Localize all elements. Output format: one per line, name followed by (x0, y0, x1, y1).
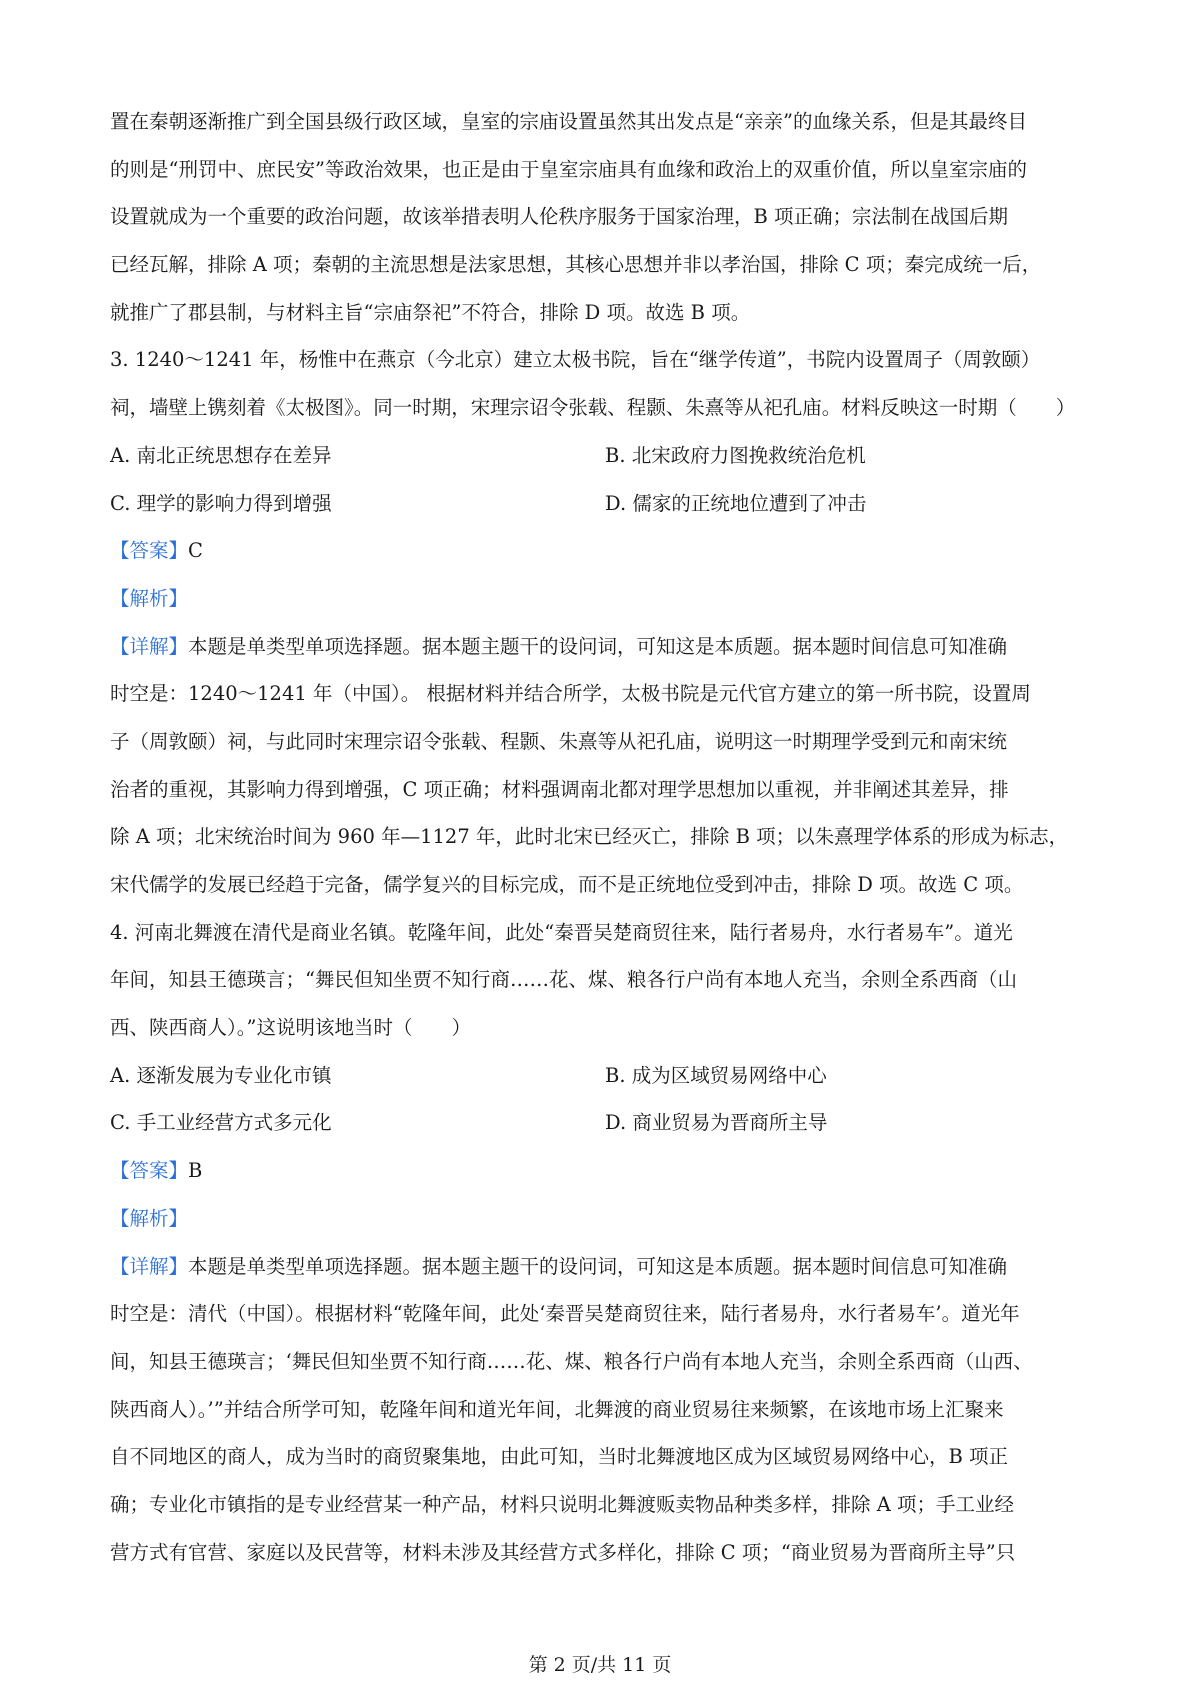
text-line: 治者的重视，其影响力得到增强，C 项正确；材料强调南北都对理学思想加以重视，并非阐述其差异，排 (110, 777, 1009, 801)
text-line: 除 A 项；北宋统治时间为 960 年—1127 年，此时北宋已经灭亡，排除 B 项；以朱熹理学体系的形成为标志， (110, 825, 1069, 849)
text-line: 时空是：1240～1241 年（中国）。 根据材料并结合所学，太极书院是元代官方建立的第一所书院，设置周 (110, 682, 1031, 706)
detail-tag: 【详解】 (110, 1254, 189, 1278)
q3-option-b: B. 北宋政府力图挽救统治危机 (605, 443, 866, 467)
analysis-tag: 【解析】 (110, 586, 189, 610)
analysis-tag: 【解析】 (110, 1206, 189, 1230)
q3-analysis-heading (110, 575, 1095, 623)
text-line: 营方式有官营、家庭以及民营等，材料未涉及其经营方式多样化，排除 C 项；“商业贸易为晋商所主导”只 (110, 1540, 1016, 1564)
answer-tag: 【答案】 (110, 539, 189, 563)
text-line: 设置就成为一个重要的政治问题，故该举措表明人伦秩序服务于国家治理，B 项正确；宗法制在战国后期 (110, 205, 1009, 229)
detail-text: 本题是单类型单项选择题。据本题主题干的设问词，可知这是本质题。据本题时间信息可知准确 (188, 1254, 1008, 1278)
detail-text: 本题是单类型单项选择题。据本题主题干的设问词，可知这是本质题。据本题时间信息可知准确 (188, 634, 1008, 658)
q2-analysis-continuation (110, 98, 1095, 336)
text-line: 时空是：清代（中国）。根据材料“乾隆年间，此处‘秦晋吴楚商贸往来，陆行者易舟，水行者易车’。道光年 (110, 1302, 1020, 1326)
text-line: 确；专业化市镇指的是专业经营某一种产品，材料只说明北舞渡贩卖物品种类多样，排除 A 项；手工业经 (110, 1492, 1014, 1516)
q4-option-d: D. 商业贸易为晋商所主导 (605, 1111, 828, 1135)
q4-stem (110, 909, 1095, 1052)
text-line: 的则是“刑罚中、庶民安”等政治效果，也正是由于皇室宗庙具有血缘和政治上的双重价值，所以皇室宗庙的 (110, 157, 1027, 181)
text-line: 子（周敦颐）祠，与此同时宋理宗诏令张载、程颢、朱熹等从祀孔庙，说明这一时期理学受到元和南宋统 (110, 729, 1008, 753)
text-line (110, 623, 1095, 671)
q3-detail (110, 623, 1095, 909)
answer-value: C (188, 539, 203, 563)
q4-option-a: A. 逐渐发展为专业化市镇 (110, 1063, 332, 1087)
text-line: 4. 河南北舞渡在清代是商业名镇。乾隆年间，此处“秦晋吴楚商贸往来，陆行者易舟，水行者易车”。道光 (110, 920, 1013, 944)
q4-analysis-heading (110, 1195, 1095, 1243)
text-line: 间，知县王德瑛言；‘舞民但知坐贾不知行商……花、煤、粮各行户尚有本地人充当，余则全系西商（山西、 (110, 1349, 1033, 1373)
text-line: 3. 1240～1241 年，杨惟中在燕京（今北京）建立太极书院，旨在“继学传道”，书院内设置周子（周敦颐） (110, 348, 1041, 372)
page-footer: 第 2 页/共 11 页 (528, 1654, 672, 1676)
q3-answer (110, 527, 1095, 575)
q3-option-c: C. 理学的影响力得到增强 (110, 491, 332, 515)
q4-option-c: C. 手工业经营方式多元化 (110, 1111, 332, 1135)
text-line: 自不同地区的商人，成为当时的商贸聚集地，由此可知，当时北舞渡地区成为区域贸易网络中心，B 项正 (110, 1445, 1009, 1469)
text-line: 置在秦朝逐渐推广到全国县级行政区域，皇室的宗庙设置虽然其出发点是“亲亲”的血缘关系，但是其最终目 (110, 110, 1027, 133)
text-line: 宋代儒学的发展已经趋于完备，儒学复兴的目标完成，而不是正统地位受到冲击，排除 D 项。故选 C 项。 (110, 873, 1024, 896)
q3-option-d: D. 儒家的正统地位遭到了冲击 (605, 491, 867, 515)
text-line (110, 1243, 1095, 1291)
text-line: 陕西商人）。’”并结合所学可知，乾隆年间和道光年间，北舞渡的商业贸易往来频繁，在该地市场上汇聚来 (110, 1397, 1004, 1421)
text-line: 祠，墙壁上镌刻着《太极图》。同一时期，宋理宗诏令张载、程颢、朱熹等从祀孔庙。材料反映这一时期（ ） (110, 396, 1076, 420)
q3-option-a: A. 南北正统思想存在差异 (110, 443, 332, 467)
q4-options-row-1 (110, 1052, 1095, 1100)
detail-tag: 【详解】 (110, 634, 189, 658)
answer-value: B (188, 1159, 203, 1183)
answer-tag: 【答案】 (110, 1159, 189, 1183)
q4-options-row-2 (110, 1099, 1095, 1147)
q4-answer (110, 1147, 1095, 1195)
q4-detail (110, 1243, 1095, 1577)
q3-options-row-2 (110, 480, 1095, 528)
q3-stem (110, 336, 1095, 431)
text-line: 就推广了郡县制，与材料主旨“宗庙祭祀”不符合，排除 D 项。故选 B 项。 (110, 300, 751, 324)
q4-option-b: B. 成为区域贸易网络中心 (605, 1063, 827, 1087)
text-line: 年间，知县王德瑛言；“舞民但知坐贾不知行商……花、煤、粮各行户尚有本地人充当，余则全系西商（山 (110, 968, 1017, 992)
text-line: 西、陕西商人）。”这说明该地当时（ ） (110, 1016, 471, 1040)
document-page (110, 98, 1095, 1576)
q3-options-row-1 (110, 432, 1095, 480)
text-line: 已经瓦解，排除 A 项；秦朝的主流思想是法家思想，其核心思想并非以孝治国，排除 C 项；秦完成统一后， (110, 253, 1042, 277)
